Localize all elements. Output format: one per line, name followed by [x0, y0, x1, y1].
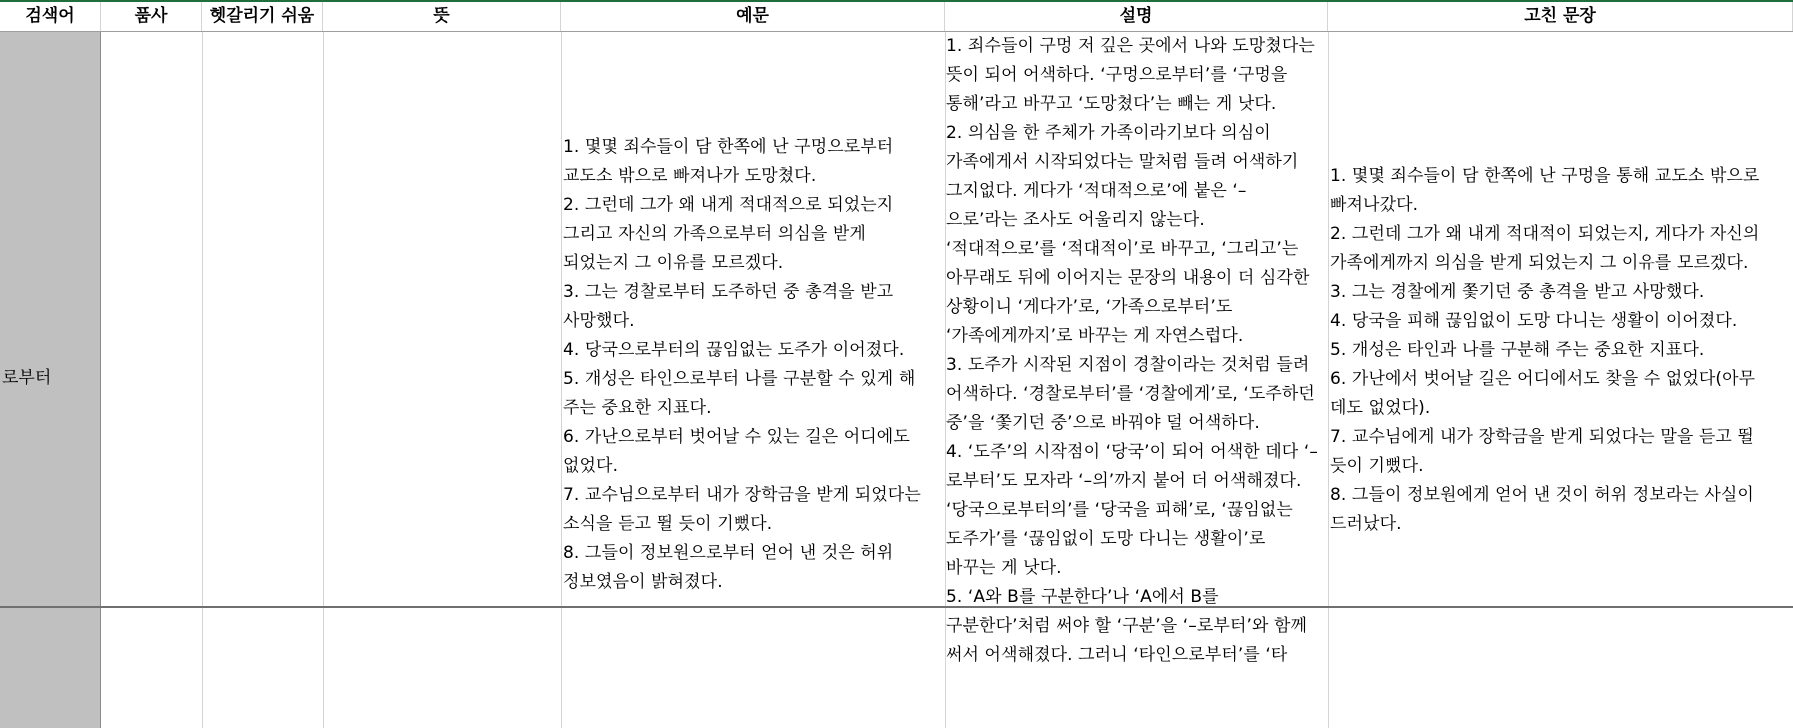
gridline [100, 32, 101, 728]
header-search-term[interactable]: 검색어 [0, 2, 101, 31]
column-header-row [0, 2, 1793, 32]
row-separator [0, 606, 1793, 608]
explanation-cell[interactable]: 1. 죄수들이 구멍 저 깊은 곳에서 나와 도망쳤다는 뜻이 되어 어색하다. ‘구멍으로부터’를 ‘구멍을 통해’라고 바꾸고 ‘도망쳤다’는 빼는 게 낫다. 2. 의심을 한 주체가 가족이라기보다 의심이 가족에게서 시작되었다는 말처럼 들려 어색하기 그지없다. 게다가 ‘적대적으로’에 붙은 ‘–으로’라는 조사도 어울리지 않는다. ‘적대적으로’를 ‘적대적이’로 바꾸고, ‘그리고’는 아무래도 뒤에 이어지는 문장의 내용이 더 심각한 상황이니 ‘게다가’로, ‘가족으로부터’도 ‘가족에게까지’로 바꾸는 게 자연스럽다. 3. 도주가 시작된 지점이 경찰이라는 것처럼 들려 어색하다. ‘경찰로부터’를 ‘경찰에게’로, ‘도주하던 중’을 ‘쫓기던 중’으로 바꿔야 덜 어색하다. 4. ‘도주’의 시작점이 ‘당국’이 되어 어색한 데다 ‘–로부터’도 모자라 ‘–의’까지 붙어 더 어색해졌다. ‘당국으로부터의’를 ‘당국을 피해’로, ‘끊임없는 도주가’를 ‘끊임없이 도망 다니는 생활이’로 바꾸는 게 낫다. 5. ‘A와 B를 구분한다’나 ‘A에서 B를 구분한다’처럼 써야 할 ‘구분’을 ‘–로부터’와 함께 써서 어색해졌다. 그러니 ‘타인으로부터’를 ‘타 [946, 36, 1318, 665]
example-cell[interactable]: 1. 몇몇 죄수들이 담 한쪽에 난 구멍으로부터 교도소 밖으로 빠져나가 도망쳤다. 2. 그런데 그가 왜 내게 적대적으로 되었는지 그리고 자신의 가족으로부터 의심을 받게 되었는지 그 이유를 모르겠다. 3. 그는 경찰로부터 도주하던 중 총격을 받고 사망했다. 4. 당국으로부터의 끊임없는 도주가 이어졌다. 5. 개성은 타인으로부터 나를 구분할 수 있게 해 주는 중요한 지표다. 6. 가난으로부터 벗어날 수 있는 길은 어디에도 없었다. 7. 교수님으로부터 내가 장학금을 받게 되었다는 소식을 듣고 뛸 듯이 기뻤다. 8. 그들이 정보원으로부터 얻어 낸 것은 허위 정보였음이 밝혀졌다. [563, 137, 921, 592]
header-meaning[interactable]: 뜻 [323, 2, 561, 31]
header-confusing[interactable]: 헷갈리기 쉬움 [202, 2, 323, 31]
revised-sentence-cell[interactable]: 1. 몇몇 죄수들이 담 한쪽에 난 구멍을 통해 교도소 밖으로 빠져나갔다. 2. 그런데 그가 왜 내게 적대적이 되었는지, 게다가 자신의 가족에게까지 의심을 받게 되었는지 그 이유를 모르겠다. 3. 그는 경찰에게 쫓기던 중 총격을 받고 사망했다. 4. 당국을 피해 끊임없이 도망 다니는 생활이 이어졌다. 5. 개성은 타인과 나를 구분해 주는 중요한 지표다. 6. 가난에서 벗어날 길은 어디에서도 찾을 수 없었다(아무 데도 없었다). 7. 교수님에게 내가 장학금을 받게 되었다는 말을 듣고 뛸 듯이 기뻤다. 8. 그들이 정보원에게 얻어 낸 것이 허위 정보라는 사실이 드러났다. [1330, 166, 1760, 534]
search-term-cell[interactable]: 로부터 [2, 368, 52, 388]
header-part-of-speech[interactable]: 품사 [101, 2, 202, 31]
gridline [202, 32, 203, 728]
header-example[interactable]: 예문 [561, 2, 945, 31]
gridline [561, 32, 562, 728]
header-revised[interactable]: 고친 문장 [1328, 2, 1793, 31]
header-explanation[interactable]: 설명 [945, 2, 1328, 31]
gridline [1328, 32, 1329, 728]
gridline [323, 32, 324, 728]
